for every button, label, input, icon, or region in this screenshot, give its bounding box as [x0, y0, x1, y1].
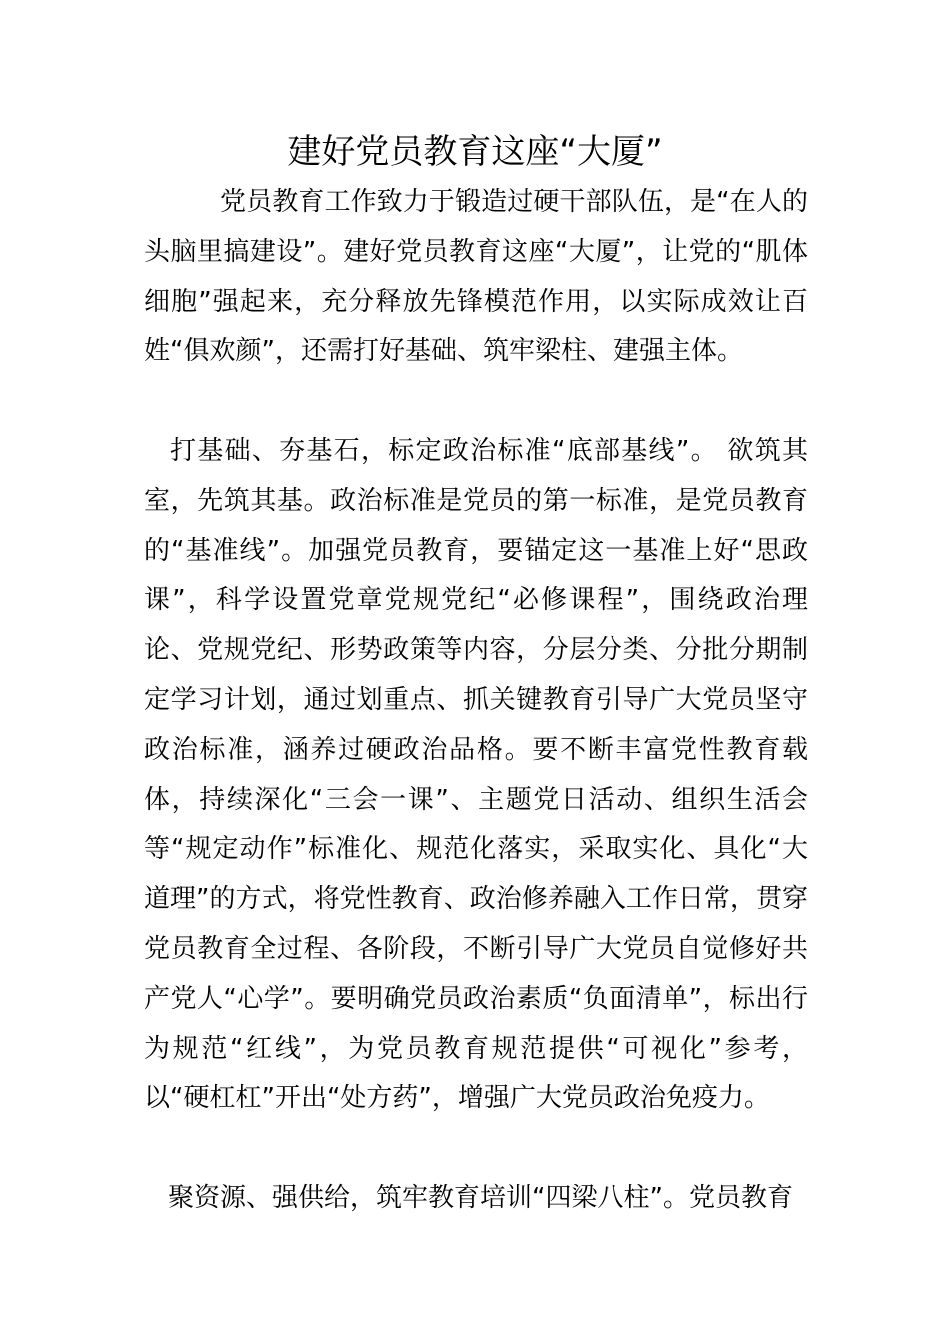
- paragraph-political-standard: 打基础、夯基石，标定政治标准“底部基线”。 欲筑其室，先筑其基。政治标准是党员的第一标准，是党员教育的“基准线”。加强党员教育，要锚定这一基准上好“思政课”，科学设置党章党规党纪“必修课程”，围绕政治理论、党规党纪、形势政策等内容，分层分类、分批分期制定学习计划，通过划重点、抓关键教育引导广大党员坚守政治标准，涵养过硬政治品格。要不断丰富党性教育载体，持续深化“三会一课”、主题党日活动、组织生活会等“规定动作”标准化、规范化落实，采取实化、具化“大道理”的方式，将党性教育、政治修养融入工作日常，贯穿党员教育全过程、各阶段，不断引导广大党员自觉修好共产党人“心学”。要明确党员政治素质“负面清单”，标出行为规范“红线”，为党员教育规范提供“可视化”参考，以“硬杠杠”开出“处方药”，增强广大党员政治免疫力。: [144, 436, 808, 1114]
- document-title: 建好党员教育这座“大厦”: [287, 132, 663, 172]
- paragraph-resources: 聚资源、强供给，筑牢教育培训“四梁八柱”。党员教育: [168, 1183, 793, 1213]
- paragraph-intro: 党员教育工作致力于锻造过硬干部队伍，是“在人的头脑里搞建设”。建好党员教育这座“大厦”，让党的“肌体细胞”强起来，充分释放先锋模范作用，以实际成效让百姓“俱欢颜”，还需打好基础、筑牢梁柱、建强主体。: [144, 187, 808, 367]
